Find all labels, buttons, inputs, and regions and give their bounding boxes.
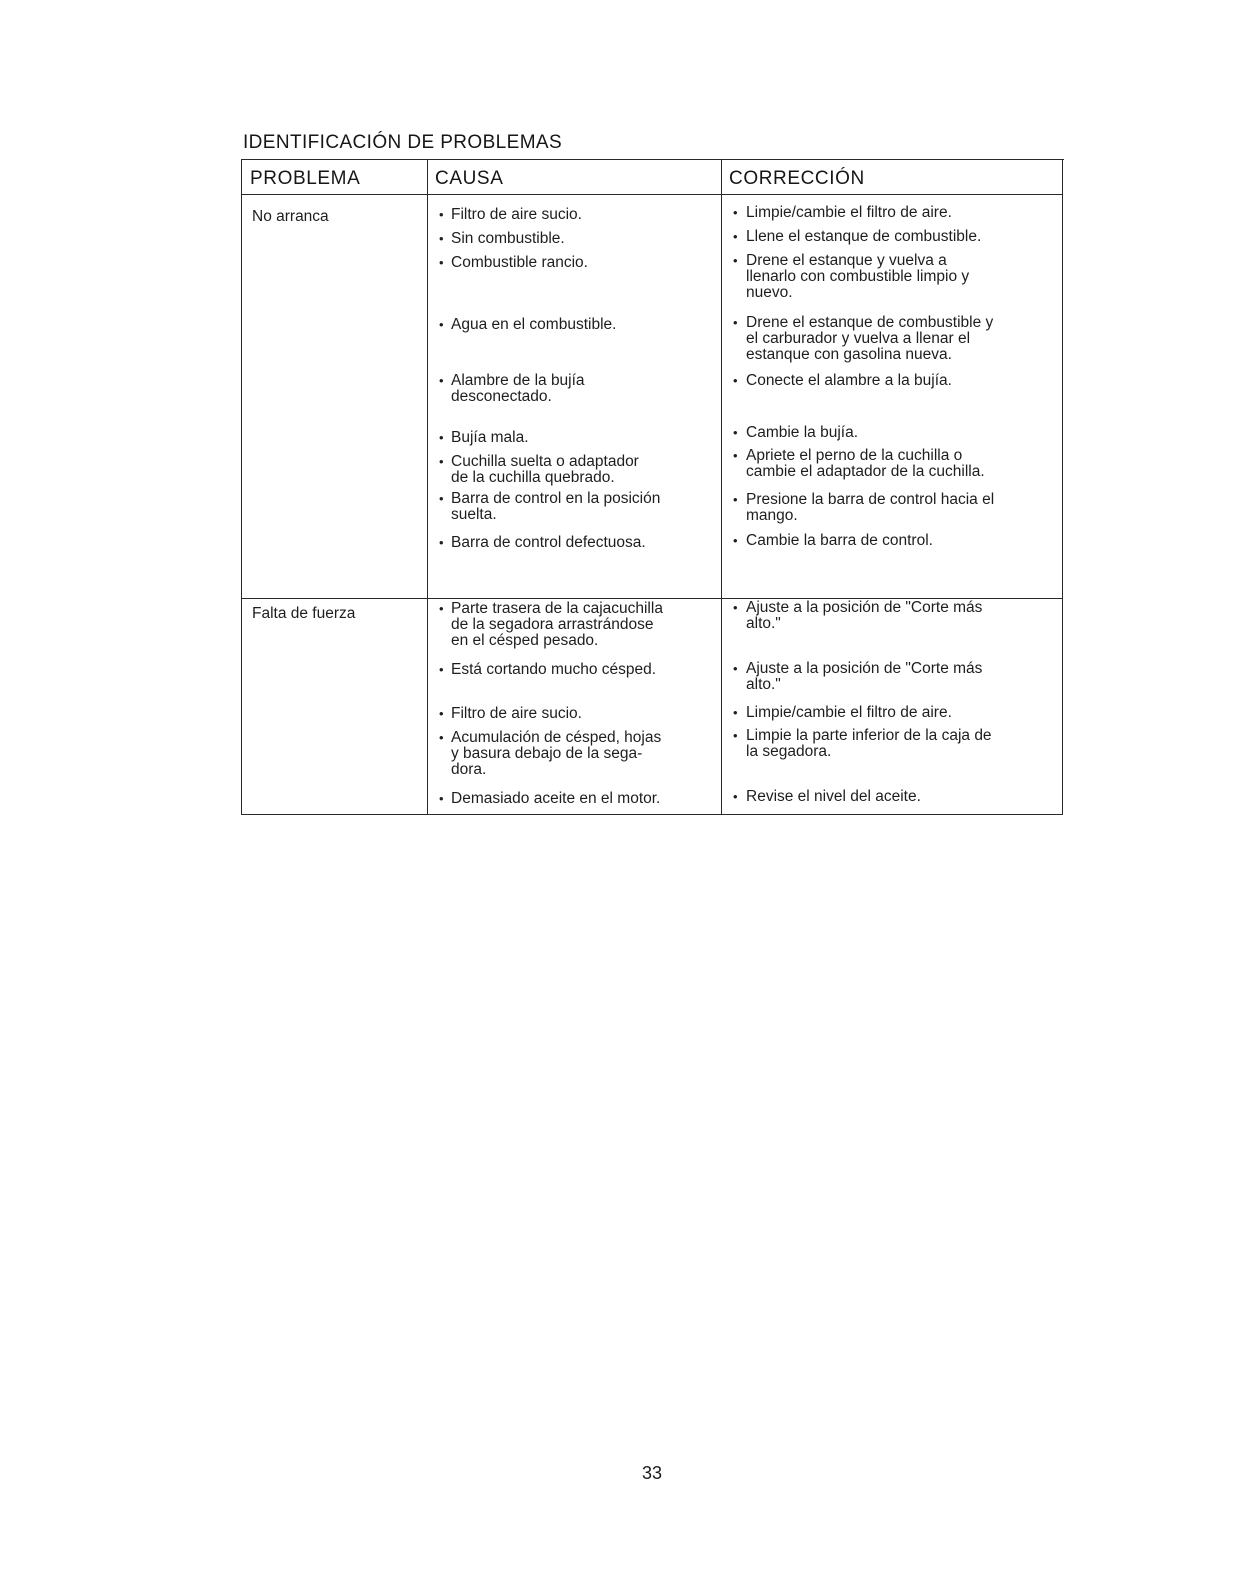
correction-cell: • Drene el estanque de combustible y el carburador y vuelva a llenar el estanque con gasolina nueva. bbox=[733, 314, 994, 363]
correction-text: Presione la barra de control hacia el mango. bbox=[746, 491, 995, 524]
correction-text: Cambie la bujía. bbox=[746, 424, 859, 441]
header-problem: PROBLEMA bbox=[250, 168, 361, 189]
cause-text: Filtro de aire sucio. bbox=[451, 206, 582, 223]
correction-text: Limpie la parte inferior de la caja de la segadora. bbox=[746, 727, 992, 760]
header-cause: CAUSA bbox=[435, 168, 504, 189]
cause-cell: • Parte trasera de la cajacuchilla de la segadora arrastrándose en el césped pesado. bbox=[439, 600, 663, 649]
header-bottom-border bbox=[242, 194, 1062, 195]
correction-text: Ajuste a la posición de "Corte más alto." bbox=[746, 660, 983, 693]
cause-text: Alambre de la bujía desconectado. bbox=[451, 372, 585, 405]
correction-cell: • Limpie la parte inferior de la caja de la segadora. bbox=[733, 727, 992, 760]
correction-cell: • Apriete el perno de la cuchilla o cambie el adaptador de la cuchilla. bbox=[733, 447, 985, 480]
cause-text: Acumulación de césped, hojas y basura debajo de la sega- dora. bbox=[451, 729, 662, 778]
correction-text: Limpie/cambie el filtro de aire. bbox=[746, 704, 952, 721]
correction-cell: • Limpie/cambie el filtro de aire. bbox=[733, 704, 952, 721]
cause-text: Sin combustible. bbox=[451, 230, 565, 247]
cause-cell: • Filtro de aire sucio. bbox=[439, 206, 582, 223]
cause-cell: • Acumulación de césped, hojas y basura debajo de la sega- dora. bbox=[439, 729, 662, 778]
correction-cell: • Cambie la bujía. bbox=[733, 424, 859, 441]
troubleshooting-table bbox=[241, 159, 1063, 815]
correction-text: Ajuste a la posición de "Corte más alto." bbox=[746, 599, 983, 632]
correction-cell: • Presione la barra de control hacia el mango. bbox=[733, 491, 995, 524]
cause-text: Filtro de aire sucio. bbox=[451, 705, 582, 722]
cause-text: Demasiado aceite en el motor. bbox=[451, 790, 661, 807]
cause-cell: • Cuchilla suelta o adaptador de la cuchilla quebrado. bbox=[439, 453, 639, 486]
correction-text: Apriete el perno de la cuchilla o cambie el adaptador de la cuchilla. bbox=[746, 447, 985, 480]
correction-cell: • Conecte el alambre a la bujía. bbox=[733, 372, 952, 389]
correction-text: Llene el estanque de combustible. bbox=[746, 228, 982, 245]
cause-cell: • Bujía mala. bbox=[439, 429, 529, 446]
cause-text: Combustible rancio. bbox=[451, 254, 588, 271]
cause-text: Está cortando mucho césped. bbox=[451, 661, 657, 678]
header-top-border bbox=[242, 159, 433, 160]
column-divider bbox=[427, 159, 428, 815]
cause-text: Cuchilla suelta o adaptador de la cuchilla quebrado. bbox=[451, 453, 639, 486]
correction-cell: • Cambie la barra de control. bbox=[733, 532, 933, 549]
page-number: 33 bbox=[642, 1463, 663, 1483]
cause-text: Barra de control en la posición suelta. bbox=[451, 490, 661, 523]
problem-no-start: No arranca bbox=[252, 208, 329, 225]
cause-cell: • Sin combustible. bbox=[439, 230, 565, 247]
cause-cell: • Alambre de la bujía desconectado. bbox=[439, 372, 585, 405]
cause-cell: • Filtro de aire sucio. bbox=[439, 705, 582, 722]
correction-text: Limpie/cambie el filtro de aire. bbox=[746, 204, 952, 221]
cause-cell: • Demasiado aceite en el motor. bbox=[439, 790, 661, 807]
correction-text: Cambie la barra de control. bbox=[746, 532, 933, 549]
cause-text: Agua en el combustible. bbox=[451, 316, 617, 333]
problem-low-power: Falta de fuerza bbox=[252, 605, 356, 622]
header-top-border bbox=[428, 159, 722, 160]
correction-text: Revise el nivel del aceite. bbox=[746, 788, 921, 805]
correction-text: Conecte el alambre a la bujía. bbox=[746, 372, 952, 389]
header-correction: CORRECCIÓN bbox=[729, 168, 865, 189]
correction-cell: • Revise el nivel del aceite. bbox=[733, 788, 921, 805]
cause-cell: • Agua en el combustible. bbox=[439, 316, 617, 333]
correction-cell: • Ajuste a la posición de "Corte más alto." bbox=[733, 660, 983, 693]
cause-cell: • Barra de control defectuosa. bbox=[439, 534, 646, 551]
page-title: IDENTIFICACIÓN DE PROBLEMAS bbox=[243, 132, 563, 153]
correction-cell: • Ajuste a la posición de "Corte más alto." bbox=[733, 599, 983, 632]
header-top-border bbox=[722, 159, 1064, 160]
correction-cell: • Drene el estanque y vuelva a llenarlo con combustible limpio y nuevo. bbox=[733, 252, 970, 301]
cause-cell: • Está cortando mucho césped. bbox=[439, 661, 657, 678]
cause-cell: • Combustible rancio. bbox=[439, 254, 588, 271]
correction-cell: • Llene el estanque de combustible. bbox=[733, 228, 982, 245]
cause-cell: • Barra de control en la posición suelta. bbox=[439, 490, 661, 523]
correction-text: Drene el estanque de combustible y el carburador y vuelva a llenar el estanque con gasolina nueva. bbox=[746, 314, 994, 363]
cause-text: Parte trasera de la cajacuchilla de la segadora arrastrándose en el césped pesado. bbox=[451, 600, 663, 649]
correction-cell: • Limpie/cambie el filtro de aire. bbox=[733, 204, 952, 221]
correction-text: Drene el estanque y vuelva a llenarlo con combustible limpio y nuevo. bbox=[746, 252, 970, 301]
cause-text: Bujía mala. bbox=[451, 429, 529, 446]
cause-text: Barra de control defectuosa. bbox=[451, 534, 646, 551]
